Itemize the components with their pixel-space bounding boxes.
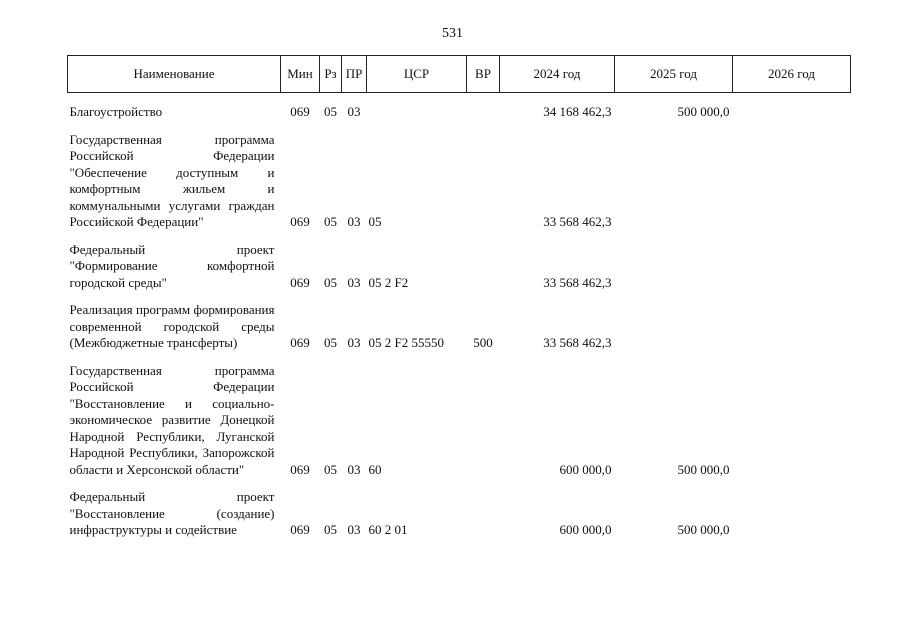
row-name: Федеральный проект "Восстановление (создание) инфраструктуры и содействие [69, 489, 275, 537]
row-name: Государственная программа Российской Федерации "Обеспечение доступным и комфортным жильем и коммунальными услугами граждан Российской Федерации" [69, 131, 275, 229]
header-2025: 2025 год [615, 56, 733, 93]
row-pr: 03 [347, 214, 361, 229]
table-row [68, 363, 851, 479]
row-csr [367, 104, 467, 121]
row-name: Благоустройство [69, 104, 163, 119]
row-rz: 05 [324, 461, 337, 477]
table-row [68, 302, 851, 352]
table-row [68, 132, 851, 231]
row-min: 069 [290, 214, 310, 229]
row-2025: 500 000,0 [677, 461, 730, 477]
row-vr [467, 363, 500, 479]
row-2025: 500 000,0 [677, 104, 730, 119]
table-row [68, 489, 851, 539]
row-vr [467, 242, 500, 292]
row-csr: 05 2 F2 55550 [368, 335, 444, 350]
header-2024: 2024 год [500, 56, 615, 93]
row-pr: 03 [347, 104, 361, 119]
row-rz: 05 [324, 522, 337, 537]
row-pr: 03 [347, 461, 361, 477]
row-2024: 34 168 462,3 [543, 104, 612, 119]
budget-table [67, 55, 851, 539]
row-vr: 500 [473, 335, 493, 350]
row-2024: 33 568 462,3 [543, 335, 612, 350]
row-csr: 60 2 01 [368, 522, 408, 537]
row-min: 069 [290, 104, 310, 119]
row-vr [467, 132, 500, 231]
table-header [68, 56, 851, 93]
row-vr [467, 104, 500, 121]
row-rz: 05 [324, 274, 337, 290]
header-min: Мин [281, 56, 320, 93]
row-2026 [733, 363, 851, 479]
row-2025 [615, 132, 733, 231]
header-csr: ЦСР [367, 56, 467, 93]
row-rz: 05 [324, 335, 337, 350]
row-vr [467, 489, 500, 539]
row-2024: 600 000,0 [559, 461, 612, 477]
header-vr: ВР [467, 56, 500, 93]
row-2024: 33 568 462,3 [543, 274, 612, 290]
row-csr: 05 [368, 214, 382, 229]
row-min: 069 [290, 461, 310, 477]
row-2026 [733, 104, 851, 121]
row-name: Федеральный проект "Формирование комфортной городской среды" [69, 241, 275, 290]
header-pr: ПР [342, 56, 367, 93]
header-2026: 2026 год [733, 56, 851, 93]
row-2025 [615, 242, 733, 292]
header-name: Наименование [68, 56, 281, 93]
row-2025 [615, 302, 733, 352]
row-csr: 60 [368, 461, 382, 477]
header-rz: Рз [320, 56, 342, 93]
row-pr: 03 [347, 274, 361, 290]
table-row [68, 104, 851, 121]
row-csr: 05 2 F2 [368, 274, 409, 290]
row-min: 069 [290, 522, 310, 537]
row-min: 069 [290, 335, 310, 350]
row-2026 [733, 302, 851, 352]
row-pr: 03 [347, 335, 361, 350]
row-2024: 600 000,0 [559, 522, 612, 537]
row-2026 [733, 489, 851, 539]
row-2024: 33 568 462,3 [543, 214, 612, 229]
row-name: Реализация программ формирования современной городской среды (Межбюджетные трансферты) [69, 302, 275, 350]
row-2026 [733, 132, 851, 231]
row-name: Государственная программа Российской Федерации "Восстановление и социально-экономическое развитие Донецкой Народной Республики, Луганской Народной Республики, Запорожской области и Херсонской области" [69, 362, 275, 477]
row-rz: 05 [324, 214, 337, 229]
row-2026 [733, 242, 851, 292]
row-rz: 05 [324, 104, 337, 119]
row-min: 069 [290, 274, 310, 290]
table-row [68, 242, 851, 292]
row-pr: 03 [347, 522, 361, 537]
row-2025: 500 000,0 [677, 522, 730, 537]
page-number: 531 [442, 26, 463, 41]
